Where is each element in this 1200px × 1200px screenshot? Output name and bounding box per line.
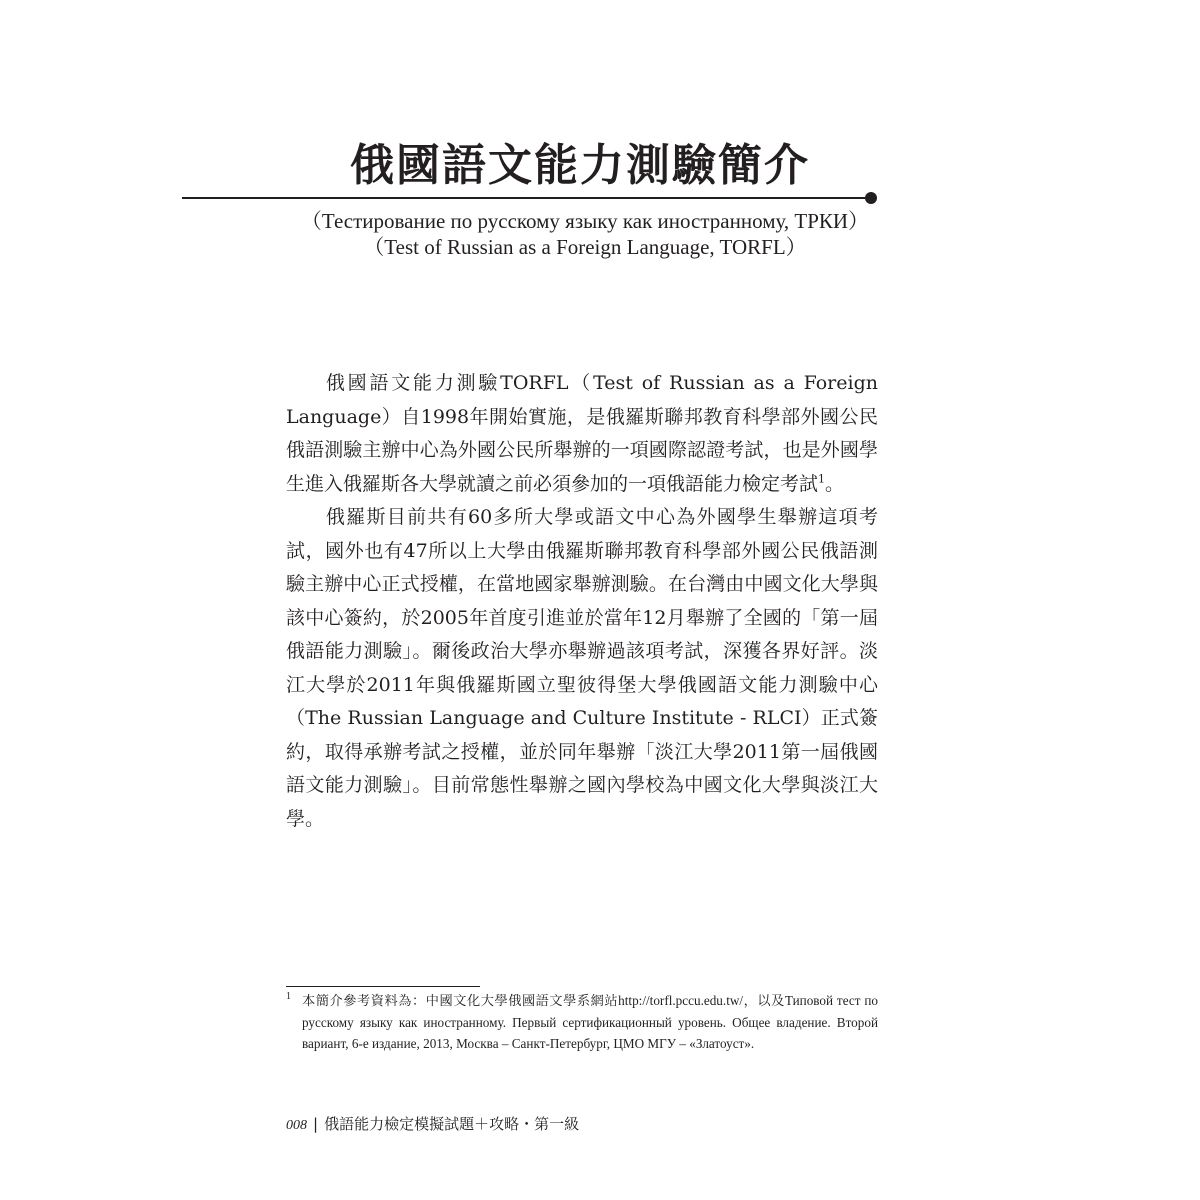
footnote-text: 本簡介參考資料為：中國文化大學俄國語文學系網站http://torfl.pccu.edu.tw/，以及Типовой тест по русскому языку как иностранному. Первый сертификационный уровень. Общее владение. Второй вариант, 6-е издание, 2013, Москва – Санкт-Петербург, ЦМО МГУ – «Златоуст». — [302, 993, 878, 1051]
footnote-divider — [286, 986, 480, 987]
subtitle-english: （Test of Russian as a Foreign Language, TORFL） — [363, 235, 807, 259]
footer-separator: | — [313, 1115, 319, 1133]
paragraph-2: 俄羅斯目前共有60多所大學或語文中心為外國學生舉辦這項考試，國外也有47所以上大學由俄羅斯聯邦教育科學部外國公民俄語測驗主辦中心正式授權，在當地國家舉辦測驗。在台灣由中國文化大學與該中心簽約，於2005年首度引進並於當年12月舉辦了全國的「第一屆俄語能力測驗」。爾後政治大學亦舉辦過該項考試，深獲各界好評。淡江大學於2011年與俄羅斯國立聖彼得堡大學俄國語文能力測驗中心（The Russian Language and Culture Institute - RLCI）正式簽約，取得承辦考試之授權，並於同年舉辦「淡江大學2011第一屆俄國語文能力測驗」。目前常態性舉辦之國內學校為中國文化大學與淡江大學。 — [286, 506, 878, 830]
title-underline — [182, 197, 870, 199]
paragraph-1-text: 俄國語文能力測驗TORFL（Test of Russian as a Foreign Language）自1998年開始實施，是俄羅斯聯邦教育科學部外國公民俄語測驗主辦中心為外國公民所舉辦的一項國際認證考試，也是外國學生進入俄羅斯各大學就讀之前必須參加的一項俄語能力檢定考試 — [286, 372, 878, 495]
title-rule-dot — [865, 192, 877, 204]
page-number: 008 — [286, 1118, 307, 1133]
footnote — [286, 990, 878, 1055]
book-title: 俄語能力檢定模擬試題＋攻略・第一級 — [324, 1115, 580, 1133]
page-footer — [286, 1113, 579, 1137]
paragraph-1-end: 。 — [825, 472, 845, 495]
subtitle-russian: （Тестирование по русскому языку как иностранному, ТРКИ） — [300, 209, 870, 233]
footnote-reference: 1 — [818, 472, 826, 486]
page-title: 俄國語文能力測驗簡介 — [350, 140, 810, 191]
paragraph-1 — [286, 367, 878, 501]
body-text — [286, 367, 878, 836]
footnote-mark: 1 — [286, 991, 291, 1002]
